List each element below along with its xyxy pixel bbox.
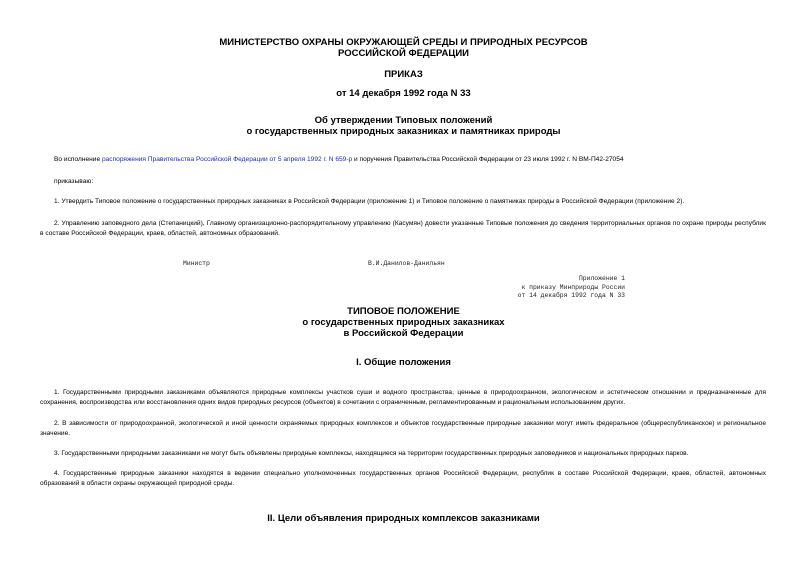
document-title-line1: Об утверждении Типовых положений — [314, 115, 493, 126]
orders-word: приказываю: — [54, 178, 94, 185]
regulation-title-line2: о государственных природных заказниках — [302, 317, 505, 328]
appendix-note-line2: к приказу Минприроды России — [521, 283, 625, 291]
appendix-note-line1: Приложение 1 — [578, 275, 625, 282]
appendix-note-line3: от 14 декабря 1992 года N 33 — [517, 292, 625, 299]
signature-position: Министр — [183, 260, 210, 267]
ministry-name-line1: МИНИСТЕРСТВО ОХРАНЫ ОКРУЖАЮЩЕЙ СРЕДЫ И ПРИРОДНЫХ РЕСУРСОВ — [219, 37, 588, 48]
document-type: ПРИКАЗ — [384, 69, 423, 80]
section-1-title: I. Общие положения — [356, 357, 451, 368]
section-1-paragraph-4: 4. Государственные природные заказники находятся в ведении специально уполномоченных государственных органов Российской Федерации, республик в составе Российской Федерации, краев, областей, автономных образований в области охраны окружающей природной среды. — [40, 470, 766, 487]
signature-name: В.И.Данилов-Данильян — [368, 260, 445, 267]
regulation-title-line1: ТИПОВОЕ ПОЛОЖЕНИЕ — [347, 306, 460, 317]
clause-1: 1. Утвердить Типовое положение о государственных природных заказниках в Российской Федерации (приложение 1) и Типовое положение о памятниках природы в Российской Федерации (приложение 2). — [54, 198, 685, 205]
section-1-paragraph-3: 3. Государственными природными заказниками не могут быть объявлены природные комплексы, находящиеся на территории государственных природных заповедников и национальных природных парков. — [54, 450, 689, 457]
document-date-number: от 14 декабря 1992 года N 33 — [336, 88, 471, 99]
preamble-suffix: и поручения Правительства Российской Федерации от 23 июля 1992 г. N ВМ-П42-27054 — [352, 156, 624, 163]
preamble-prefix: Во исполнение — [54, 156, 102, 163]
regulation-title-line3: в Российской Федерации — [343, 328, 464, 339]
section-2-title: II. Цели объявления природных комплексов заказниками — [267, 513, 540, 524]
preamble — [54, 155, 754, 165]
section-1-paragraph-2: 2. В зависимости от природоохранной, экологической и иной ценности охраняемых природных комплексов и объектов государственные природные заказники могут иметь федеральное (общереспубликанское) и региональное значение. — [40, 420, 766, 437]
section-1-paragraph-1: 1. Государственными природными заказниками объявляются природные комплексы участков суши и водного пространства, ценные в природоохранном, экологическом и эстетическом отношении и предназначенные для сохранения, воспроизводства или восстановления одних видов природных ресурсов (объектов) в сочетании с ограниченным, регламентированным и рациональным использованием других. — [40, 389, 766, 406]
decree-link[interactable]: распоряжения Правительства Российской Федерации от 5 апреля 1992 г. N 659-р — [101, 156, 353, 163]
ministry-name-line2: РОССИЙСКОЙ ФЕДЕРАЦИИ — [337, 48, 469, 59]
document-title-line2: о государственных природных заказниках и памятниках природы — [246, 126, 561, 137]
clause-2: 2. Управлению заповедного дела (Степаницкий), Главному организационно-распорядительному управлению (Касумян) довести указанные Типовые положения до сведения территориальных органов по охране природы республик в составе Российской Федерации, краев, областей, автономных образований. — [40, 220, 766, 237]
